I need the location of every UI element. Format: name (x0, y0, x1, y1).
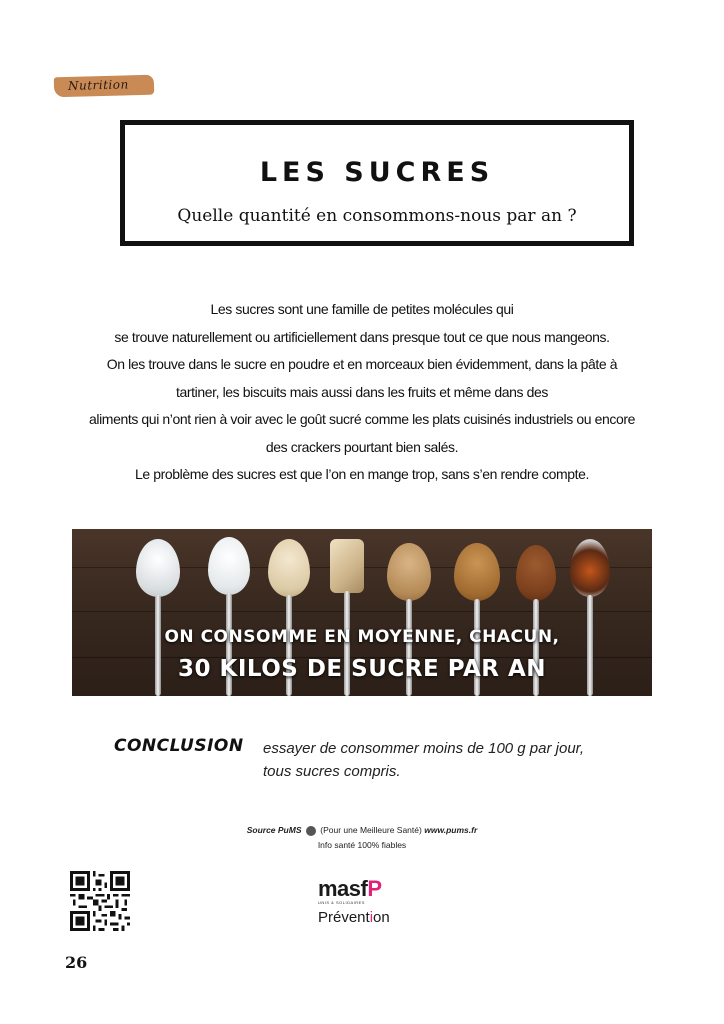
intro-line: tartiner, les biscuits mais aussi dans les fruits et même dans des (176, 383, 548, 400)
logo-prevention-part: Prévent (318, 909, 370, 926)
page-number: 26 (65, 953, 88, 972)
source-tagline: Info santé 100% fiables (317, 840, 407, 850)
pums-logo-icon (306, 826, 316, 836)
intro-line: Le problème des sucres est que l’on en mange trop, sans s’en rendre compte. (134, 466, 590, 482)
page-title: LES SUCRES (259, 157, 495, 188)
section-tag (54, 75, 154, 98)
conclusion-text (263, 737, 584, 783)
logo-name-accent: P (367, 876, 382, 901)
intro-paragraph (40, 296, 684, 489)
conclusion-line: tous sucres compris. (263, 763, 401, 780)
logo-prevention (318, 909, 418, 926)
logo-name-main: masf (318, 876, 368, 901)
intro-line: se trouve naturellement ou artificiellement dans presque tout ce que nous mangeons. (114, 328, 610, 345)
intro-line: Les sucres sont une famille de petites molécules qui (210, 301, 514, 317)
title-box (120, 120, 634, 246)
source-prefix: Source PuMS (246, 825, 302, 835)
intro-line: aliments qui n’ont rien à voir avec le goût sucré comme les plats cuisinés industriels ou encore (89, 411, 635, 427)
sugar-spoons-banner (72, 529, 652, 696)
logo-prevention-part: on (373, 909, 390, 926)
logo-prevention-accent: i (369, 909, 374, 926)
masfip-logo (318, 876, 418, 936)
logo-wordmark (318, 876, 418, 902)
conclusion-label: CONCLUSION (114, 736, 244, 756)
banner-headline: ON CONSOMME EN MOYENNE, CHACUN, (164, 627, 560, 647)
source-link[interactable]: www.pums.fr (424, 825, 478, 835)
qr-code-icon[interactable] (70, 871, 130, 931)
intro-line: des crackers pourtant bien salés. (265, 438, 459, 455)
source-credit (0, 823, 724, 853)
page-subtitle: Quelle quantité en consommons-nous par an ? (177, 206, 577, 226)
source-middle: (Pour une Meilleure Santé) (320, 825, 422, 835)
intro-line: On les trouve dans le sucre en poudre et en morceaux bien évidemment, dans la pâte à (106, 356, 618, 372)
banner-highlight: 30 KILOS DE SUCRE PAR AN (177, 656, 547, 682)
logo-tagline: UNIS & SOLIDAIRES (318, 900, 365, 905)
conclusion-line: essayer de consommer moins de 100 g par jour, (263, 740, 584, 757)
section-tag-label: Nutrition (67, 77, 129, 93)
